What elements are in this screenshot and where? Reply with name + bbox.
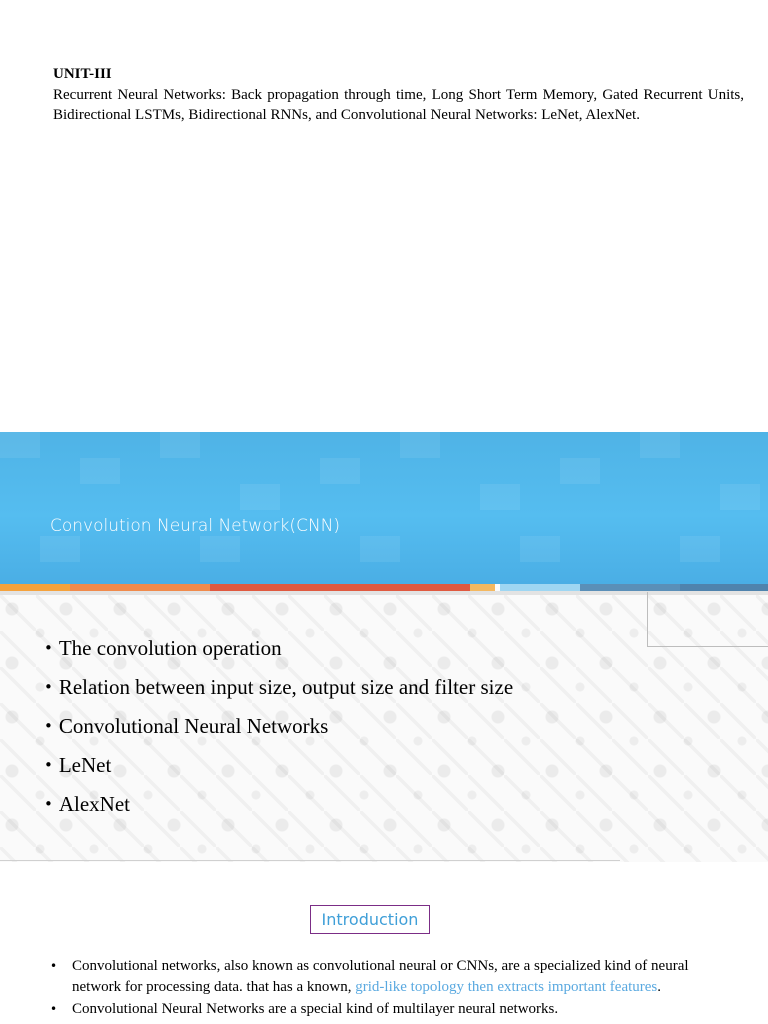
slide-cnn-overview	[0, 432, 768, 862]
accent-stripe-5	[500, 584, 580, 591]
accent-stripe-4	[470, 584, 495, 591]
slide-title: Convolution Neural Network(CNN)	[50, 516, 341, 536]
slide-divider	[0, 860, 620, 861]
accent-stripe-2	[70, 584, 210, 591]
corner-frame	[647, 592, 768, 647]
topic-item: • Relation between input size, output size and filter size	[44, 675, 514, 699]
accent-stripe-7	[680, 584, 768, 591]
bullet-icon: •	[44, 639, 53, 657]
topic-list	[44, 634, 513, 829]
intro-bullet-list	[50, 956, 720, 1022]
accent-stripe-6	[580, 584, 680, 591]
accent-stripe-3	[210, 584, 470, 591]
unit-description: Recurrent Neural Networks: Back propagation through time, Long Short Term Memory, Gated Recurrent Units, Bidirectional LSTMs, Bidirectional RNNs, and Convolutional Neural Networks: LeNet, AlexNet.	[53, 87, 744, 123]
intro-item: • Convolutional Neural Networks are a special kind of multilayer neural networks.	[50, 999, 720, 1020]
bullet-icon: •	[44, 795, 53, 813]
slide-introduction	[0, 862, 768, 1024]
intro-item: • Convolutional networks, also known as convolutional neural or CNNs, are a specialized kind of neural network for processing data. that has a known, grid-like topology then extracts important features.	[50, 958, 689, 995]
bullet-icon: •	[50, 959, 58, 973]
title-banner	[0, 432, 768, 584]
introduction-heading-box: Introduction	[310, 905, 430, 934]
bullet-icon: •	[44, 756, 53, 774]
topic-item: • AlexNet	[44, 792, 131, 816]
highlighted-phrase: grid-like topology then extracts important features	[355, 978, 658, 995]
bullet-icon: •	[44, 717, 53, 735]
topic-item: • Convolutional Neural Networks	[44, 714, 329, 738]
bullet-icon: •	[44, 678, 53, 696]
slide-syllabus	[0, 0, 768, 432]
unit-heading: UNIT-III	[53, 66, 112, 82]
accent-stripe-1	[0, 584, 70, 591]
topic-item: • LeNet	[44, 753, 112, 777]
bullet-icon: •	[50, 1002, 58, 1016]
topic-item: • The convolution operation	[44, 636, 282, 660]
